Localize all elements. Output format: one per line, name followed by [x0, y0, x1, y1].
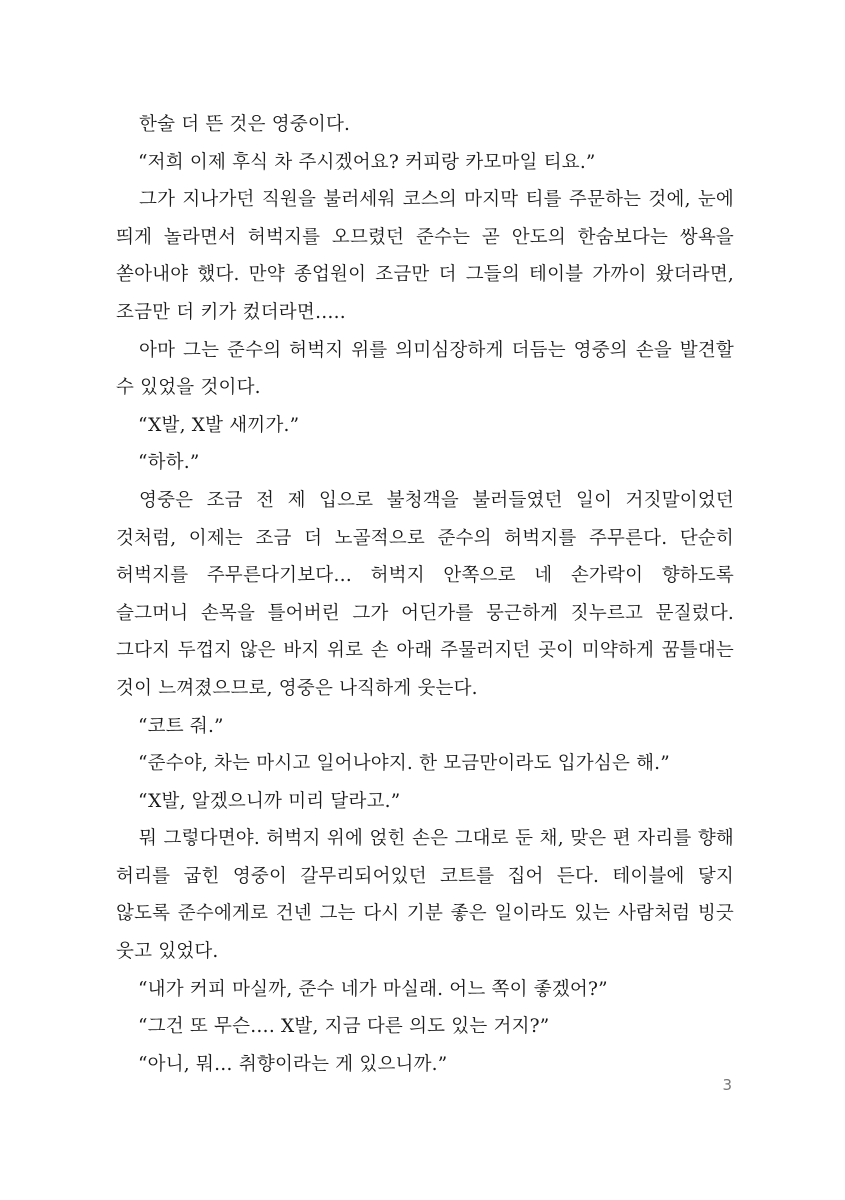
paragraph: 뭐 그렇다면야. 허벅지 위에 얹힌 손은 그대로 둔 채, 맞은 편 자리를 향해 허리를 굽힌 영중이 갈무리되어있던 코트를 집어 든다. 테이블에 닿지 않도록 준수에게로 건넨 그는 다시 기분 좋은 일이라도 있는 사람처럼 빙긋 웃고 있었다. — [116, 828, 734, 963]
paragraph: 영중은 조금 전 제 입으로 불청객을 불러들였던 일이 거짓말이었던 것처럼, 이제는 조금 더 노골적으로 준수의 허벅지를 주무른다. 단순히 허벅지를 주무른다기보다… 허벅지 안쪽으로 네 손가락이 향하도록 슬그머니 손목을 틀어버린 그가 어딘가를 뭉근하게 짓누르고 문질렀다. 그다지 두껍지 않은 바지 위로 손 아래 주물러지던 곳이 미약하게 꿈틀대는 것이 느껴졌으므로, 영중은 나직하게 웃는다. — [116, 489, 734, 699]
paragraph: 한술 더 뜬 것은 영중이다. — [139, 114, 351, 135]
dialogue-line: “그건 또 무슨…. X발, 지금 다른 의도 있는 거지?” — [138, 1016, 550, 1038]
dialogue-line: “준수야, 차는 마시고 일어나야지. 한 모금만이라도 입가심은 해.” — [138, 753, 670, 775]
dialogue-line: “코트 줘.” — [138, 715, 224, 737]
dialogue-line: “저희 이제 후식 차 주시겠어요? 커피랑 카모마일 티요.” — [138, 151, 596, 173]
page-number: 3 — [722, 1076, 732, 1094]
dialogue-line: “내가 커피 마실까, 준수 네가 마실래. 어느 쪽이 좋겠어?” — [138, 978, 608, 1000]
paragraph: 아마 그는 준수의 허벅지 위를 의미심장하게 더듬는 영중의 손을 발견할 수 있었을 것이다. — [116, 339, 734, 399]
dialogue-line: “X발, 알겠으니까 미리 달라고.” — [138, 790, 401, 812]
dialogue-line: “하하.” — [138, 452, 200, 474]
dialogue-line: “아니, 뭐… 취향이라는 게 있으니까.” — [138, 1053, 448, 1075]
document-body — [116, 106, 734, 1083]
dialogue-line: “X발, X발 새끼가.” — [138, 414, 300, 436]
paragraph: 그가 지나가던 직원을 불러세워 코스의 마지막 티를 주문하는 것에, 눈에 띄게 놀라면서 허벅지를 오므렸던 준수는 곧 안도의 한숨보다는 쌍욕을 쏟아내야 했다. 만약 종업원이 조금만 더 그들의 테이블 가까이 왔더라면, 조금만 더 키가 컸더라면….. — [116, 189, 734, 323]
